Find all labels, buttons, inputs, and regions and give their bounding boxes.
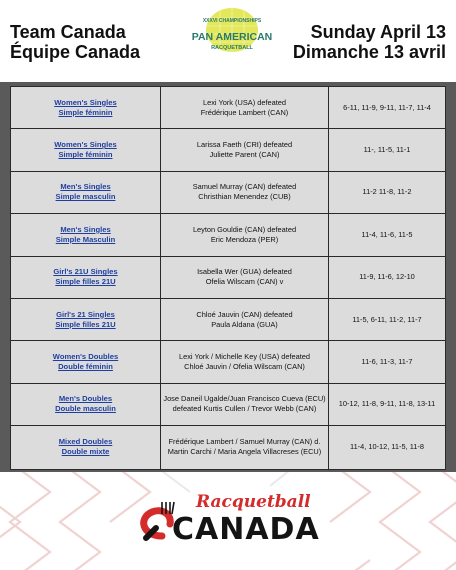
brand-main-text: CANADA <box>172 512 320 547</box>
match-line-1: Lexi York (USA) defeated <box>203 97 286 107</box>
score-cell <box>329 299 445 340</box>
match-line-1: Frédérique Lambert / Samuel Murray (CAN) d. <box>168 437 321 447</box>
event-name-fr: Simple Masculin <box>55 234 116 244</box>
match-cell <box>161 129 329 170</box>
match-line-2: Christhian Menendez (CUB) <box>198 192 291 202</box>
score-text: 11-9, 11-6, 12-10 <box>359 272 415 282</box>
score-cell <box>329 257 445 298</box>
match-line-2: Eric Mendoza (PER) <box>210 234 279 244</box>
event-name-en: Women's Singles <box>54 97 117 107</box>
logo-top-text: XXXVI CHAMPIONSHIPS <box>202 18 262 24</box>
event-name-fr: Double féminin <box>58 362 113 372</box>
score-cell <box>329 129 445 170</box>
event-name-en: Men's Singles <box>60 182 111 192</box>
match-line-2: Ofelia Wilscam (CAN) v <box>205 277 284 287</box>
match-cell <box>161 341 329 382</box>
event-cell <box>11 341 161 382</box>
event-name-fr: Simple féminin <box>58 107 113 117</box>
result-row <box>11 299 445 341</box>
result-row <box>11 172 445 214</box>
score-cell <box>329 384 445 425</box>
result-row <box>11 341 445 383</box>
score-text: 11-, 11-5, 11-1 <box>363 145 411 155</box>
score-text: 6-11, 11-9, 9-11, 11-7, 11-4 <box>343 102 431 112</box>
event-name-en: Men's Doubles <box>58 394 113 404</box>
result-row <box>11 384 445 426</box>
match-line-1: Chloé Jauvin (CAN) defeated <box>196 309 293 319</box>
event-name-en: Women's Doubles <box>52 352 119 362</box>
match-cell <box>161 214 329 255</box>
event-name-en: Mixed Doubles <box>58 437 113 447</box>
pan-american-logo <box>186 4 278 68</box>
event-name-fr: Simple féminin <box>58 150 113 160</box>
event-name-fr: Simple filles 21U <box>55 319 116 329</box>
footer <box>0 472 456 570</box>
event-cell <box>11 129 161 170</box>
team-title-en: Team Canada <box>10 22 126 42</box>
match-line-1: Lexi York / Michelle Key (USA) defeated <box>178 352 311 362</box>
match-line-1: Isabella Wer (GUA) defeated <box>197 267 292 277</box>
match-cell <box>161 257 329 298</box>
match-line-2: defeated Kurtis Cullen / Trevor Webb (CAN) <box>172 404 317 414</box>
event-cell <box>11 214 161 255</box>
results-table <box>10 86 446 470</box>
match-line-2: Paula Aldana (GUA) <box>211 319 278 329</box>
event-name-fr: Double mixte <box>61 447 110 457</box>
match-cell <box>161 384 329 425</box>
results-board <box>0 82 456 472</box>
score-text: 11-4, 10-12, 11-5, 11-8 <box>350 442 424 452</box>
event-cell <box>11 257 161 298</box>
event-cell <box>11 87 161 128</box>
event-name-fr: Simple filles 21U <box>55 277 116 287</box>
match-cell <box>161 299 329 340</box>
event-name-fr: Double masculin <box>55 404 116 414</box>
event-name-en: Women's Singles <box>54 140 117 150</box>
match-line-1: Samuel Murray (CAN) defeated <box>192 182 297 192</box>
match-line-1: Jose Daneil Ugalde/Juan Francisco Cueva (ECU) <box>163 394 326 404</box>
racquet-logo-icon <box>186 4 278 68</box>
match-line-1: Leyton Gouldie (CAN) defeated <box>192 224 297 234</box>
logo-bottom-text: RACQUETBALL <box>211 45 253 51</box>
score-text: 11-6, 11-3, 11-7 <box>361 357 413 367</box>
match-line-2: Frédérique Lambert (CAN) <box>200 107 289 117</box>
score-text: 11-5, 6-11, 11-2, 11-7 <box>352 314 422 324</box>
date-en: Sunday April 13 <box>310 22 446 42</box>
score-cell <box>329 87 445 128</box>
team-title <box>10 22 140 62</box>
event-cell <box>11 299 161 340</box>
result-row <box>11 87 445 129</box>
event-name-en: Girl's 21U Singles <box>53 267 118 277</box>
match-cell <box>161 426 329 468</box>
team-title-fr: Équipe Canada <box>10 42 141 62</box>
score-cell <box>329 341 445 382</box>
score-text: 10-12, 11-8, 9-11, 11-8, 13-11 <box>338 399 436 409</box>
header <box>0 0 456 82</box>
score-text: 11-2 11-8, 11-2 <box>362 187 412 197</box>
result-row <box>11 257 445 299</box>
event-cell <box>11 172 161 213</box>
match-line-1: Larissa Faeth (CRI) defeated <box>196 140 293 150</box>
score-text: 11-4, 11-6, 11-5 <box>361 229 413 239</box>
score-cell <box>329 426 445 468</box>
date-title <box>293 22 446 62</box>
event-name-en: Girl's 21 Singles <box>56 309 115 319</box>
result-row <box>11 426 445 468</box>
event-name-en: Men's Singles <box>60 224 111 234</box>
result-row <box>11 214 445 256</box>
match-line-2: Martin Carchi / Maria Angela Villacreses (ECU) <box>167 447 322 457</box>
match-line-2: Chloé Jauvin / Ofelia Wilscam (CAN) <box>184 362 305 372</box>
event-name-fr: Simple masculin <box>55 192 116 202</box>
score-cell <box>329 214 445 255</box>
match-cell <box>161 172 329 213</box>
event-cell <box>11 426 161 468</box>
racquetball-canada-logo <box>130 490 330 560</box>
match-cell <box>161 87 329 128</box>
date-fr: Dimanche 13 avril <box>292 42 446 62</box>
score-cell <box>329 172 445 213</box>
event-cell <box>11 384 161 425</box>
logo-main-text: PAN AMERICAN <box>191 31 273 43</box>
result-row <box>11 129 445 171</box>
match-line-2: Juliette Parent (CAN) <box>209 150 280 160</box>
brand-script-text: Racquetball <box>196 492 311 512</box>
